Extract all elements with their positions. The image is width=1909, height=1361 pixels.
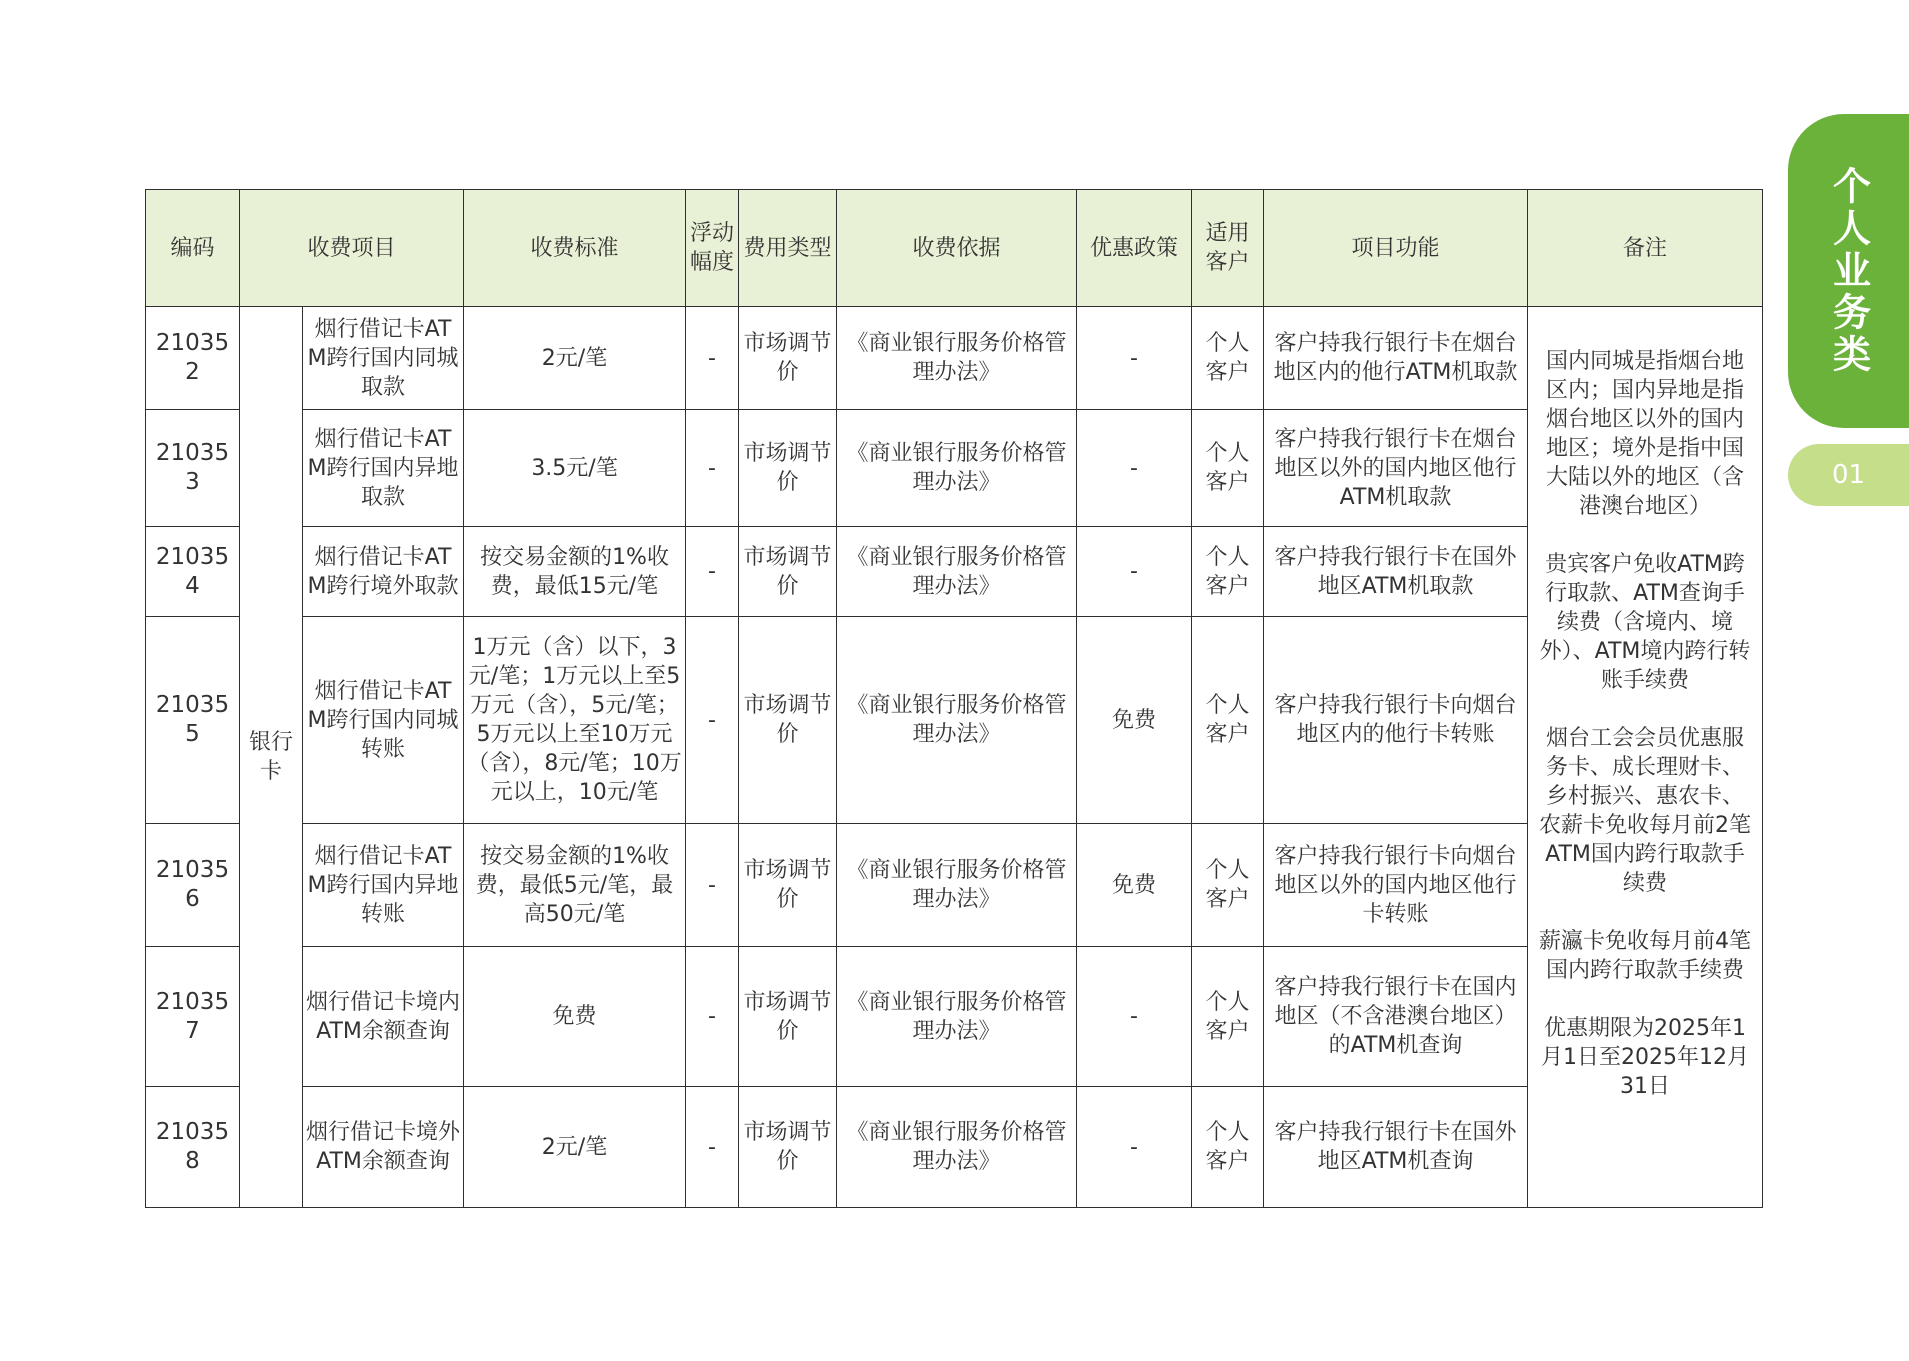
row-code: 210356 — [146, 824, 240, 947]
row-code: 210352 — [146, 307, 240, 410]
row-fee-type: 市场调节价 — [739, 617, 837, 824]
row-fee-type: 市场调节价 — [739, 947, 837, 1087]
row-customer: 个人客户 — [1192, 824, 1264, 947]
row-fee-type: 市场调节价 — [739, 527, 837, 617]
note-paragraph: 优惠期限为2025年1月1日至2025年12月31日 — [1541, 1016, 1749, 1099]
row-customer: 个人客户 — [1192, 307, 1264, 410]
row-customer: 个人客户 — [1192, 527, 1264, 617]
header-item: 收费项目 — [240, 190, 464, 307]
header-fee-type: 费用类型 — [739, 190, 837, 307]
row-fee-type: 市场调节价 — [739, 824, 837, 947]
table-row — [146, 307, 1763, 410]
row-standard: 3.5元/笔 — [464, 410, 686, 527]
note-paragraph: 薪瀛卡免收每月前4笔国内跨行取款手续费 — [1539, 929, 1752, 983]
section-tab — [1788, 114, 1909, 428]
row-float: - — [686, 410, 739, 527]
row-discount: - — [1077, 1087, 1192, 1208]
row-float: - — [686, 307, 739, 410]
table-row — [146, 527, 1763, 617]
row-item: 烟行借记卡ATM跨行境外取款 — [303, 527, 464, 617]
table-row — [146, 410, 1763, 527]
row-function: 客户持我行银行卡在国内地区（不含港澳台地区）的ATM机查询 — [1264, 947, 1528, 1087]
notes-cell — [1528, 307, 1763, 1208]
row-basis: 《商业银行服务价格管理办法》 — [837, 307, 1077, 410]
table-header-row — [146, 190, 1763, 307]
row-basis: 《商业银行服务价格管理办法》 — [837, 1087, 1077, 1208]
row-function: 客户持我行银行卡向烟台地区以外的国内地区他行卡转账 — [1264, 824, 1528, 947]
row-basis: 《商业银行服务价格管理办法》 — [837, 824, 1077, 947]
row-standard: 按交易金额的1%收费，最低15元/笔 — [464, 527, 686, 617]
row-discount: - — [1077, 410, 1192, 527]
header-discount: 优惠政策 — [1077, 190, 1192, 307]
header-customer: 适用客户 — [1192, 190, 1264, 307]
row-discount: - — [1077, 527, 1192, 617]
row-function: 客户持我行银行卡在烟台地区以外的国内地区他行ATM机取款 — [1264, 410, 1528, 527]
row-item: 烟行借记卡ATM跨行国内同城转账 — [303, 617, 464, 824]
row-item: 烟行借记卡ATM跨行国内异地转账 — [303, 824, 464, 947]
note-paragraph: 烟台工会会员优惠服务卡、成长理财卡、乡村振兴、惠农卡、农薪卡免收每月前2笔ATM国内跨行取款手续费 — [1539, 726, 1752, 896]
header-code: 编码 — [146, 190, 240, 307]
row-float: - — [686, 527, 739, 617]
row-code: 210357 — [146, 947, 240, 1087]
row-discount: - — [1077, 307, 1192, 410]
row-discount: 免费 — [1077, 824, 1192, 947]
note-paragraph: 国内同城是指烟台地区内；国内异地是指烟台地区以外的国内地区；境外是指中国大陆以外的地区（含港澳台地区） — [1546, 349, 1745, 519]
row-item: 烟行借记卡境内ATM余额查询 — [303, 947, 464, 1087]
row-item: 烟行借记卡ATM跨行国内异地取款 — [303, 410, 464, 527]
row-function: 客户持我行银行卡在烟台地区内的他行ATM机取款 — [1264, 307, 1528, 410]
table-row — [146, 1087, 1763, 1208]
row-customer: 个人客户 — [1192, 617, 1264, 824]
row-standard: 2元/笔 — [464, 1087, 686, 1208]
row-basis: 《商业银行服务价格管理办法》 — [837, 617, 1077, 824]
row-customer: 个人客户 — [1192, 1087, 1264, 1208]
row-standard: 2元/笔 — [464, 307, 686, 410]
row-float: - — [686, 617, 739, 824]
table-row — [146, 824, 1763, 947]
row-basis: 《商业银行服务价格管理办法》 — [837, 527, 1077, 617]
header-basis: 收费依据 — [837, 190, 1077, 307]
category-cell: 银行卡 — [240, 307, 303, 1208]
row-function: 客户持我行银行卡在国外地区ATM机取款 — [1264, 527, 1528, 617]
row-discount: - — [1077, 947, 1192, 1087]
row-function: 客户持我行银行卡向烟台地区内的他行卡转账 — [1264, 617, 1528, 824]
row-code: 210353 — [146, 410, 240, 527]
row-function: 客户持我行银行卡在国外地区ATM机查询 — [1264, 1087, 1528, 1208]
table-row — [146, 947, 1763, 1087]
section-tab-label: 个人业务类 — [1826, 166, 1871, 376]
row-code: 210355 — [146, 617, 240, 824]
row-standard: 1万元（含）以下，3元/笔；1万元以上至5万元（含），5元/笔；5万元以上至10万元（含），8元/笔；10万元以上，10元/笔 — [464, 617, 686, 824]
header-float: 浮动幅度 — [686, 190, 739, 307]
row-standard: 按交易金额的1%收费，最低5元/笔，最高50元/笔 — [464, 824, 686, 947]
row-code: 210358 — [146, 1087, 240, 1208]
section-number-badge — [1788, 444, 1909, 506]
table-row — [146, 617, 1763, 824]
note-paragraph: 贵宾客户免收ATM跨行取款、ATM查询手续费（含境内、境外）、ATM境内跨行转账手续费 — [1539, 552, 1751, 693]
fee-schedule-table — [145, 189, 1763, 1208]
section-number: 01 — [1831, 460, 1866, 490]
header-standard: 收费标准 — [464, 190, 686, 307]
row-discount: 免费 — [1077, 617, 1192, 824]
row-basis: 《商业银行服务价格管理办法》 — [837, 947, 1077, 1087]
row-fee-type: 市场调节价 — [739, 1087, 837, 1208]
row-fee-type: 市场调节价 — [739, 410, 837, 527]
row-code: 210354 — [146, 527, 240, 617]
row-basis: 《商业银行服务价格管理办法》 — [837, 410, 1077, 527]
row-float: - — [686, 824, 739, 947]
row-standard: 免费 — [464, 947, 686, 1087]
row-customer: 个人客户 — [1192, 410, 1264, 527]
header-function: 项目功能 — [1264, 190, 1528, 307]
row-customer: 个人客户 — [1192, 947, 1264, 1087]
row-item: 烟行借记卡ATM跨行国内同城取款 — [303, 307, 464, 410]
row-fee-type: 市场调节价 — [739, 307, 837, 410]
header-notes: 备注 — [1528, 190, 1763, 307]
row-float: - — [686, 1087, 739, 1208]
row-item: 烟行借记卡境外ATM余额查询 — [303, 1087, 464, 1208]
row-float: - — [686, 947, 739, 1087]
